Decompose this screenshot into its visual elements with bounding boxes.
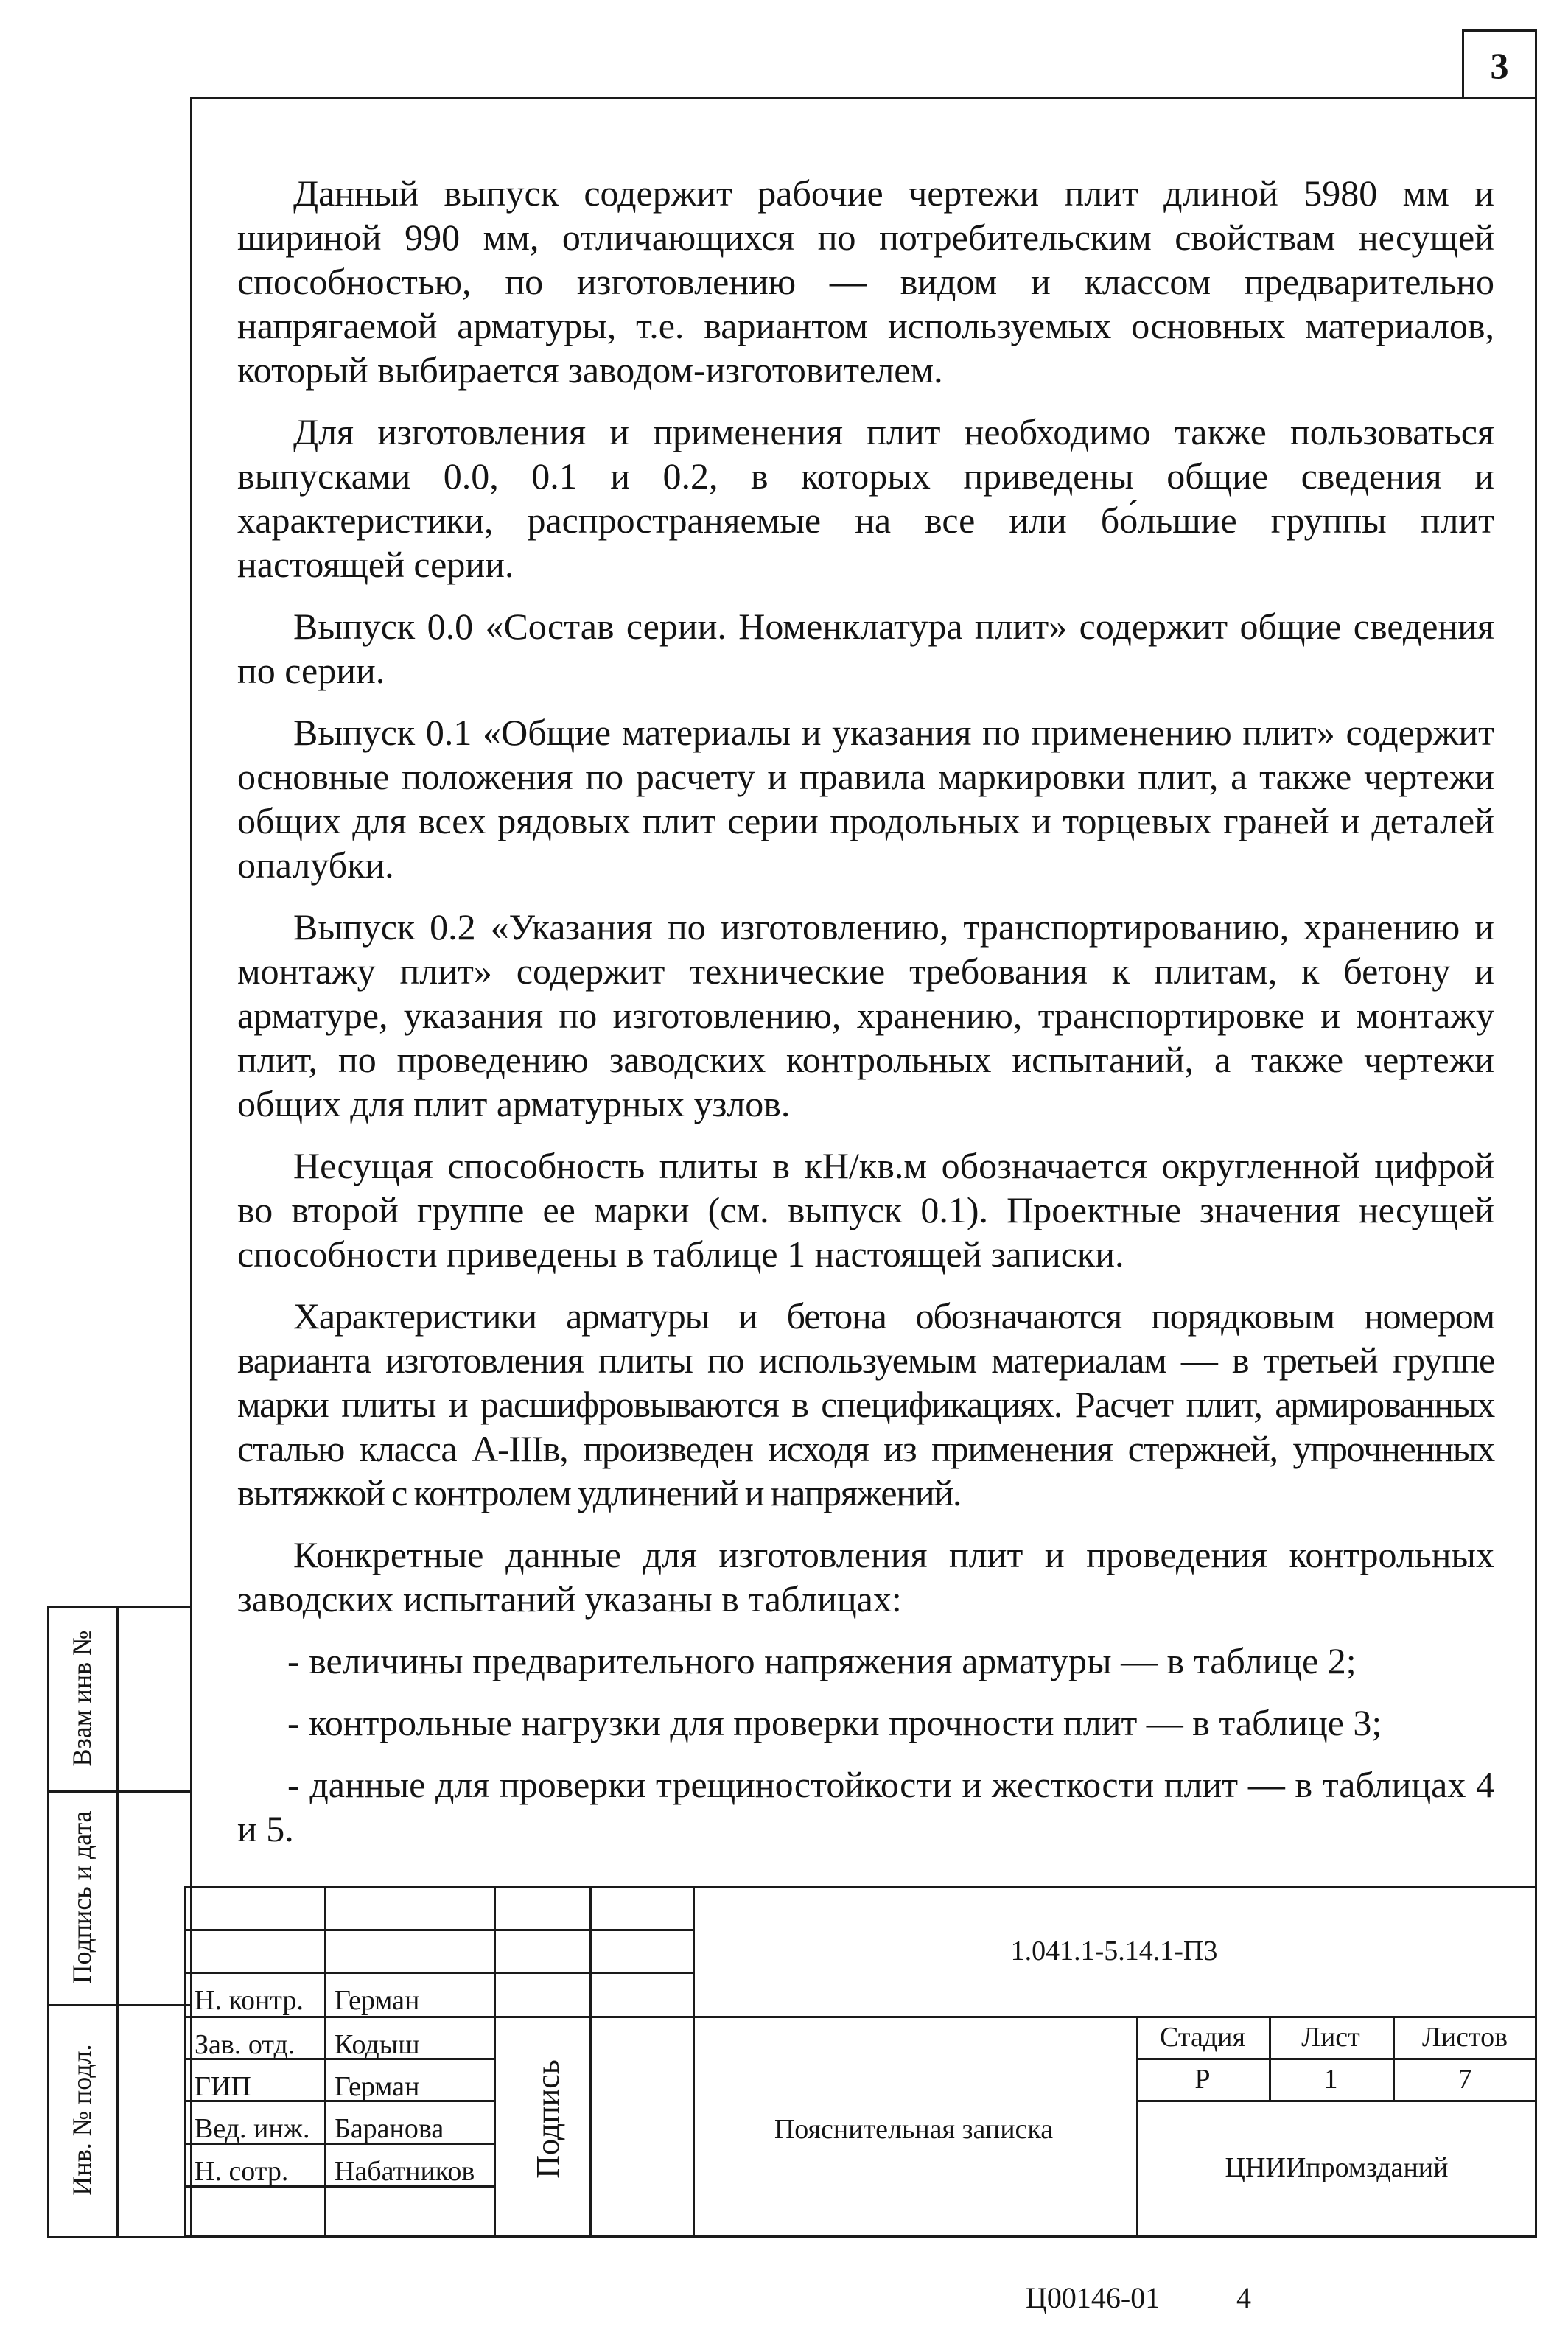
sheets-header: Листов — [1421, 2022, 1508, 2053]
tb-col-sheet — [1269, 2016, 1271, 2100]
sheet-value: 1 — [1323, 2064, 1338, 2095]
organization: ЦНИИпромзданий — [1225, 2152, 1449, 2183]
footer-page: 4 — [1236, 2281, 1251, 2314]
paragraph-reinforcement: Характеристики арматуры и бетона обозначаются порядковым номером варианта изготовления плиты по используемым материалам — в третьей группе марки плиты и расшифровываются в спецификациях. Расчет плит, армированных сталью класса А-IIIв, произведен исходя из применения стержней, упрочненных вытяжкой с контролем удлинений и напряжений. — [237, 1295, 1494, 1513]
paragraph-issue-0-1: Выпуск 0.1 «Общие материалы и указания по применению плит» содержит основные положения по расчету и правила маркировки плит, а также чертежи общих для всех рядовых плит серии продольных и торцевых граней и деталей опалубки. — [237, 712, 1494, 886]
side-stamp-left-line — [47, 1606, 49, 2238]
podpis-data-label: Подпись и дата — [67, 1810, 97, 1984]
tb-col-stage — [1136, 2016, 1138, 2238]
side-stamp-bottom-line — [47, 2236, 190, 2238]
sheet-number: 3 — [1462, 29, 1537, 97]
paragraph-issue-0-0: Выпуск 0.0 «Состав серии. Номенклатура плит» содержит общие сведения по серии. — [237, 606, 1494, 691]
name-n-kontr: Герман — [335, 1985, 420, 2016]
signature-header: Подпись — [530, 2059, 566, 2179]
tb-stage-line — [1136, 2058, 1537, 2060]
name-zav-otd: Кодыш — [335, 2029, 420, 2060]
side-stamp — [47, 1606, 187, 2238]
bullet-tables-4-5: - данные для проверки трещиностойкости и жесткости плит — в таблицах 4 и 5. — [237, 1764, 1494, 1849]
role-gip: ГИП — [195, 2071, 251, 2102]
doc-title: Пояснительная записка — [774, 2114, 1054, 2145]
tb-row-line-1 — [184, 1929, 693, 1931]
footer-code: Ц00146-01 — [1026, 2281, 1161, 2314]
doc-code: 1.041.1-5.14.1-П3 — [1010, 1936, 1218, 1967]
paragraph-load-capacity: Несущая способность плиты в кН/кв.м обозначается округленной цифрой во второй группе ее марки (см. выпуск 0.1). Проектные значения несущей способности приведены в таблице 1 настоящей записки. — [237, 1145, 1494, 1275]
tb-col-role — [324, 1886, 326, 2238]
stage-header: Стадия — [1160, 2022, 1245, 2053]
side-stamp-mid-line — [116, 1606, 119, 2238]
inv-podl-label: Инв. № подл. — [67, 2044, 97, 2196]
tb-row-line-2 — [184, 1972, 693, 1974]
paragraph-issue-0-2: Выпуск 0.2 «Указания по изготовлению, транспортированию, хранению и монтажу плит» содержит технические требования к плитам, к бетону и арматуре, указания по изготовлению, хранению, транспортировке и монтажу плит, по проведению заводских контрольных испытаний, а также чертежи общих для плит арматурных узлов. — [237, 906, 1494, 1124]
tb-col-name — [494, 1886, 496, 2238]
side-stamp-divider-2 — [47, 2004, 190, 2006]
paragraph-related-issues: Для изготовления и применения плит необходимо также пользоваться выпусками 0.0, 0.1 и 0.2, в которых приведены общие сведения и характеристики, распространяемые на все или бо́льшие группы плит настоящей серии. — [237, 411, 1494, 585]
side-stamp-top-line — [47, 1606, 190, 1608]
tb-top-line — [184, 1886, 1537, 1888]
tb-left-edge — [184, 1886, 186, 2238]
name-n-sotr: Набатников — [335, 2156, 475, 2187]
paragraph-intro: Данный выпуск содержит рабочие чертежи плит длиной 5980 мм и шириной 990 мм, отличающихся по потребительским свойствам несущей способностью, по изготовлению — видом и классом предварительно напрягаемой арматуры, т.е. вариантом используемых основных материалов, который выбирается заводом-изготовителем. — [237, 172, 1494, 391]
role-n-sotr: Н. сотр. — [195, 2156, 289, 2187]
role-zav-otd: Зав. отд. — [195, 2029, 295, 2060]
paragraph-tables-intro: Конкретные данные для изготовления плит и проведения контрольных заводских испытаний указаны в таблицах: — [237, 1534, 1494, 1620]
stage-value: Р — [1194, 2064, 1211, 2095]
name-gip: Герман — [335, 2071, 420, 2102]
tb-col-date — [693, 1886, 695, 2238]
bullet-table-3: - контрольные нагрузки для проверки прочности плит — в таблице 3; — [287, 1702, 1382, 1743]
title-block — [184, 1886, 1537, 2238]
name-ved-inzh: Баранова — [335, 2113, 444, 2144]
tb-org-line — [1136, 2100, 1537, 2102]
bullet-table-2: - величины предварительного напряжения арматуры — в таблице 2; — [287, 1640, 1357, 1681]
body-text — [237, 171, 1494, 1869]
tb-col-sheets — [1393, 2016, 1395, 2100]
sheets-value: 7 — [1457, 2064, 1472, 2095]
vzam-inv-label: Взам инв № — [67, 1630, 97, 1767]
side-stamp-divider-1 — [47, 1790, 190, 1793]
role-ved-inzh: Вед. инж. — [195, 2113, 310, 2144]
tb-bottom-line — [184, 2235, 1537, 2238]
role-n-kontr: Н. контр. — [195, 1985, 304, 2016]
tb-col-signature — [589, 1886, 592, 2238]
tb-row-line-3 — [184, 2016, 1537, 2018]
sheet-header: Лист — [1301, 2022, 1360, 2053]
